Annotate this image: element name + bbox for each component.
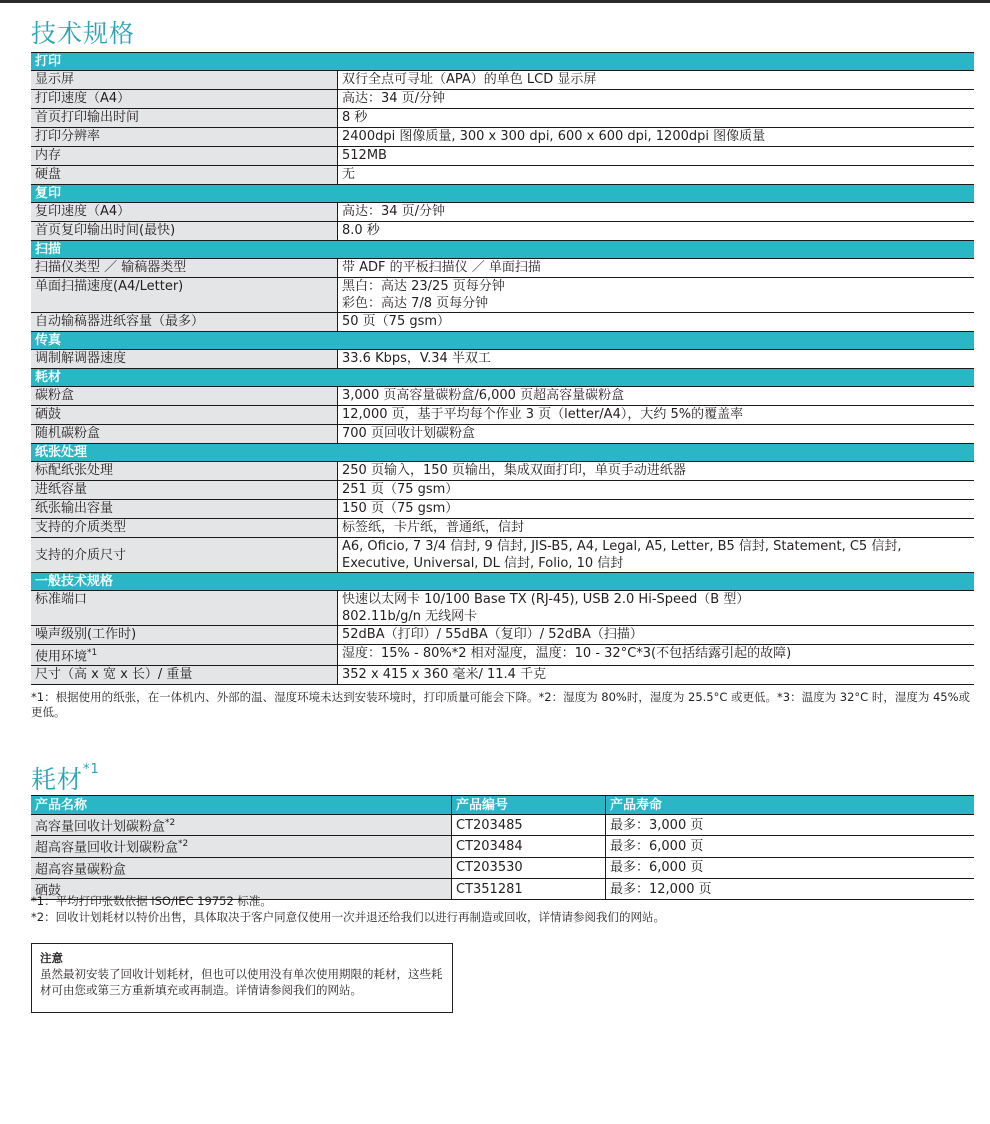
- spec-row: [31, 90, 974, 109]
- section-header: [31, 332, 974, 350]
- spec-value-line: 3,000 页高容量碳粉盒/6,000 页超高容量碳粉盒: [342, 388, 625, 403]
- spec-label: 使用环境$^{*1}$: [31, 645, 338, 666]
- spec-value: [338, 500, 975, 519]
- product-name: 超高容量回收计划碳粉盒$^{*2}$: [31, 836, 452, 857]
- spec-label: 支持的介质尺寸: [31, 538, 338, 573]
- section-title: 纸张处理: [31, 444, 974, 462]
- spec-value-line: 352 x 415 x 360 毫米/ 11.4 千克: [342, 667, 547, 683]
- spec-value-line: 无: [342, 167, 356, 182]
- spec-row: [31, 166, 974, 185]
- spec-row: [31, 481, 974, 500]
- spec-label: 首页复印输出时间(最快): [31, 222, 338, 241]
- spec-value-line: 52dBA（打印）/ 55dBA（复印）/ 52dBA（扫描）: [342, 627, 643, 642]
- section-header: [31, 573, 974, 591]
- spec-row: [31, 350, 974, 369]
- product-code: CT203485: [452, 815, 606, 836]
- spec-table: [31, 52, 974, 685]
- product-name: 超高容量碳粉盒: [31, 857, 452, 878]
- table-row: [31, 836, 974, 857]
- header-product-life: 产品寿命: [606, 796, 975, 815]
- consumables-header-row: [31, 796, 974, 815]
- spec-label: 自动输稿器进纸容量（最多）: [31, 313, 338, 332]
- spec-label: 进纸容量: [31, 481, 338, 500]
- spec-value: [338, 462, 975, 481]
- spec-value-line: 湿度：15% - 80%*2 相对湿度，温度：10 - 32°C*3(不包括结露引起的故障): [342, 646, 792, 661]
- spec-label: 单面扫描速度(A4/Letter): [31, 278, 338, 313]
- spec-value-line: 双行全点可寻址（APA）的单色 LCD 显示屏: [342, 72, 597, 87]
- spec-row: [31, 259, 974, 278]
- spec-value: [338, 425, 975, 444]
- product-code: CT203484: [452, 836, 606, 857]
- spec-value: [338, 387, 975, 406]
- spec-value: [338, 278, 975, 313]
- spec-value: [338, 481, 975, 500]
- spec-label: 标准端口: [31, 591, 338, 626]
- spec-value-line: 700 页回收计划碳粉盒: [342, 426, 475, 441]
- spec-label: 扫描仪类型 ／ 输稿器类型: [31, 259, 338, 278]
- spec-label: 噪声级别(工作时): [31, 626, 338, 645]
- spec-label: 打印分辨率: [31, 128, 338, 147]
- product-code: CT203530: [452, 857, 606, 878]
- header-product-name: 产品名称: [31, 796, 452, 815]
- table-row: [31, 857, 974, 878]
- footnote-1: *1：平均打印张数依据 ISO/IEC 19752 标准。: [31, 894, 272, 908]
- spec-value: [338, 666, 975, 685]
- spec-label: 内存: [31, 147, 338, 166]
- spec-row: [31, 425, 974, 444]
- spec-label: 调制解调器速度: [31, 350, 338, 369]
- spec-value-line: 标签纸，卡片纸，普通纸，信封: [342, 520, 525, 535]
- product-life: 最多：3,000 页: [606, 815, 975, 836]
- spec-value: [338, 147, 975, 166]
- spec-label: 硒鼓: [31, 406, 338, 425]
- footnote-2: *2：回收计划耗材以特价出售，具体取决于客户同意仅使用一次并退还给我们以进行再制造或回收，详情请参阅我们的网站。: [31, 910, 666, 924]
- consumables-table: [31, 795, 974, 900]
- section-title: 扫描: [31, 241, 974, 259]
- spec-value-line: 251 页（75 gsm）: [342, 482, 459, 497]
- spec-row: [31, 519, 974, 538]
- spec-value-line: 高达：34 页/分钟: [342, 91, 446, 106]
- spec-value: [338, 626, 975, 645]
- notice-title: 注意: [40, 951, 63, 965]
- spec-label: 碳粉盒: [31, 387, 338, 406]
- spec-value-line: 8.0 秒: [342, 223, 380, 238]
- spec-value: [338, 166, 975, 185]
- spec-label: 硬盘: [31, 166, 338, 185]
- spec-value-line: A6, Oficio, 7 3/4 信封, 9 信封, JIS-B5, A4, Legal, A5, Letter, B5 信封, Statement, C5 信封,: [342, 539, 902, 554]
- spec-row: [31, 387, 974, 406]
- spec-footnote: *1：根据使用的纸张，在一体机内、外部的温、湿度环境未达到安装环境时，打印质量可能会下降。*2：湿度为 80%时，湿度为 25.5°C 或更低。*3：温度为 32°C 时，湿度为 45%或更低。: [31, 690, 971, 719]
- spec-label: 随机碳粉盒: [31, 425, 338, 444]
- section-header: [31, 444, 974, 462]
- spec-value-line: 快速以太网卡 10/100 Base TX (RJ-45), USB 2.0 Hi-Speed（B 型）: [342, 592, 750, 607]
- table-row: [31, 815, 974, 836]
- top-rule: [0, 0, 990, 3]
- spec-value: [338, 406, 975, 425]
- spec-row: [31, 645, 974, 666]
- notice-text: 虽然最初安装了回收计划耗材，但也可以使用没有单次使用期限的耗材，这些耗材可由您或第三方重新填充或再制造。详情请参阅我们的网站。: [40, 967, 443, 997]
- spec-row: [31, 313, 974, 332]
- spec-value-line: 彩色：高达 7/8 页每分钟: [342, 296, 489, 311]
- section-header: [31, 185, 974, 203]
- spec-row: [31, 71, 974, 90]
- spec-value: [338, 90, 975, 109]
- spec-value-line: Executive, Universal, DL 信封, Folio, 10 信封: [342, 556, 624, 571]
- spec-label: 标配纸张处理: [31, 462, 338, 481]
- spec-row: [31, 109, 974, 128]
- spec-row: [31, 278, 974, 313]
- spec-title: 技术规格: [31, 19, 136, 48]
- section-header: [31, 241, 974, 259]
- spec-value: [338, 259, 975, 278]
- spec-value-line: 512MB: [342, 148, 387, 163]
- product-code: CT351281: [452, 878, 606, 899]
- spec-value-line: 250 页输入，150 页输出，集成双面打印，单页手动进纸器: [342, 463, 686, 478]
- product-name: 硒鼓: [31, 878, 452, 899]
- spec-value: [338, 222, 975, 241]
- section-title: 打印: [31, 53, 974, 71]
- spec-row: [31, 666, 974, 685]
- header-product-code: 产品编号: [452, 796, 606, 815]
- spec-row: [31, 222, 974, 241]
- section-header: [31, 53, 974, 71]
- spec-value: [338, 591, 975, 626]
- product-life: 最多：6,000 页: [606, 857, 975, 878]
- spec-label: 显示屏: [31, 71, 338, 90]
- consumables-title: 耗材$^{*1}$: [31, 762, 100, 794]
- section-title: 复印: [31, 185, 974, 203]
- spec-label: 纸张输出容量: [31, 500, 338, 519]
- product-name: 高容量回收计划碳粉盒$^{*2}$: [31, 815, 452, 836]
- section-title: 传真: [31, 332, 974, 350]
- spec-row: [31, 406, 974, 425]
- section-title: 耗材: [31, 369, 974, 387]
- spec-value-line: 802.11b/g/n 无线网卡: [342, 609, 478, 624]
- spec-label: 支持的介质类型: [31, 519, 338, 538]
- spec-value: [338, 519, 975, 538]
- spec-value-line: 8 秒: [342, 110, 368, 125]
- spec-label: 尺寸（高 x 宽 x 长）/ 重量: [31, 666, 338, 685]
- spec-value-line: 带 ADF 的平板扫描仪 ／ 单面扫描: [342, 260, 541, 275]
- spec-value: [338, 203, 975, 222]
- spec-value: [338, 538, 975, 573]
- spec-value-line: 黑白：高达 23/25 页每分钟: [342, 279, 505, 294]
- product-life: 最多：12,000 页: [606, 878, 975, 899]
- spec-value: [338, 128, 975, 147]
- section-title: 一般技术规格: [31, 573, 974, 591]
- spec-value-line: 12,000 页，基于平均每个作业 3 页（letter/A4），大约 5%的覆盖率: [342, 407, 744, 422]
- spec-label: 首页打印输出时间: [31, 109, 338, 128]
- spec-label: 打印速度（A4）: [31, 90, 338, 109]
- spec-row: [31, 626, 974, 645]
- spec-value-line: 50 页（75 gsm）: [342, 314, 451, 329]
- section-header: [31, 369, 974, 387]
- spec-label: 复印速度（A4）: [31, 203, 338, 222]
- product-life: 最多：6,000 页: [606, 836, 975, 857]
- consumables-footnotes: [31, 893, 665, 925]
- spec-value: [338, 109, 975, 128]
- spec-row: [31, 591, 974, 626]
- spec-row: [31, 462, 974, 481]
- spec-row: [31, 203, 974, 222]
- spec-value-line: 2400dpi 图像质量, 300 x 300 dpi, 600 x 600 dpi, 1200dpi 图像质量: [342, 129, 766, 144]
- spec-value: [338, 350, 975, 369]
- spec-row: [31, 538, 974, 573]
- spec-value: [338, 645, 975, 666]
- spec-value: [338, 313, 975, 332]
- spec-value: [338, 71, 975, 90]
- notice-box: [31, 943, 453, 1013]
- spec-row: [31, 128, 974, 147]
- spec-row: [31, 147, 974, 166]
- spec-value-line: 150 页（75 gsm）: [342, 501, 459, 516]
- spec-row: [31, 500, 974, 519]
- spec-value-line: 高达：34 页/分钟: [342, 204, 446, 219]
- spec-value-line: 33.6 Kbps，V.34 半双工: [342, 351, 491, 366]
